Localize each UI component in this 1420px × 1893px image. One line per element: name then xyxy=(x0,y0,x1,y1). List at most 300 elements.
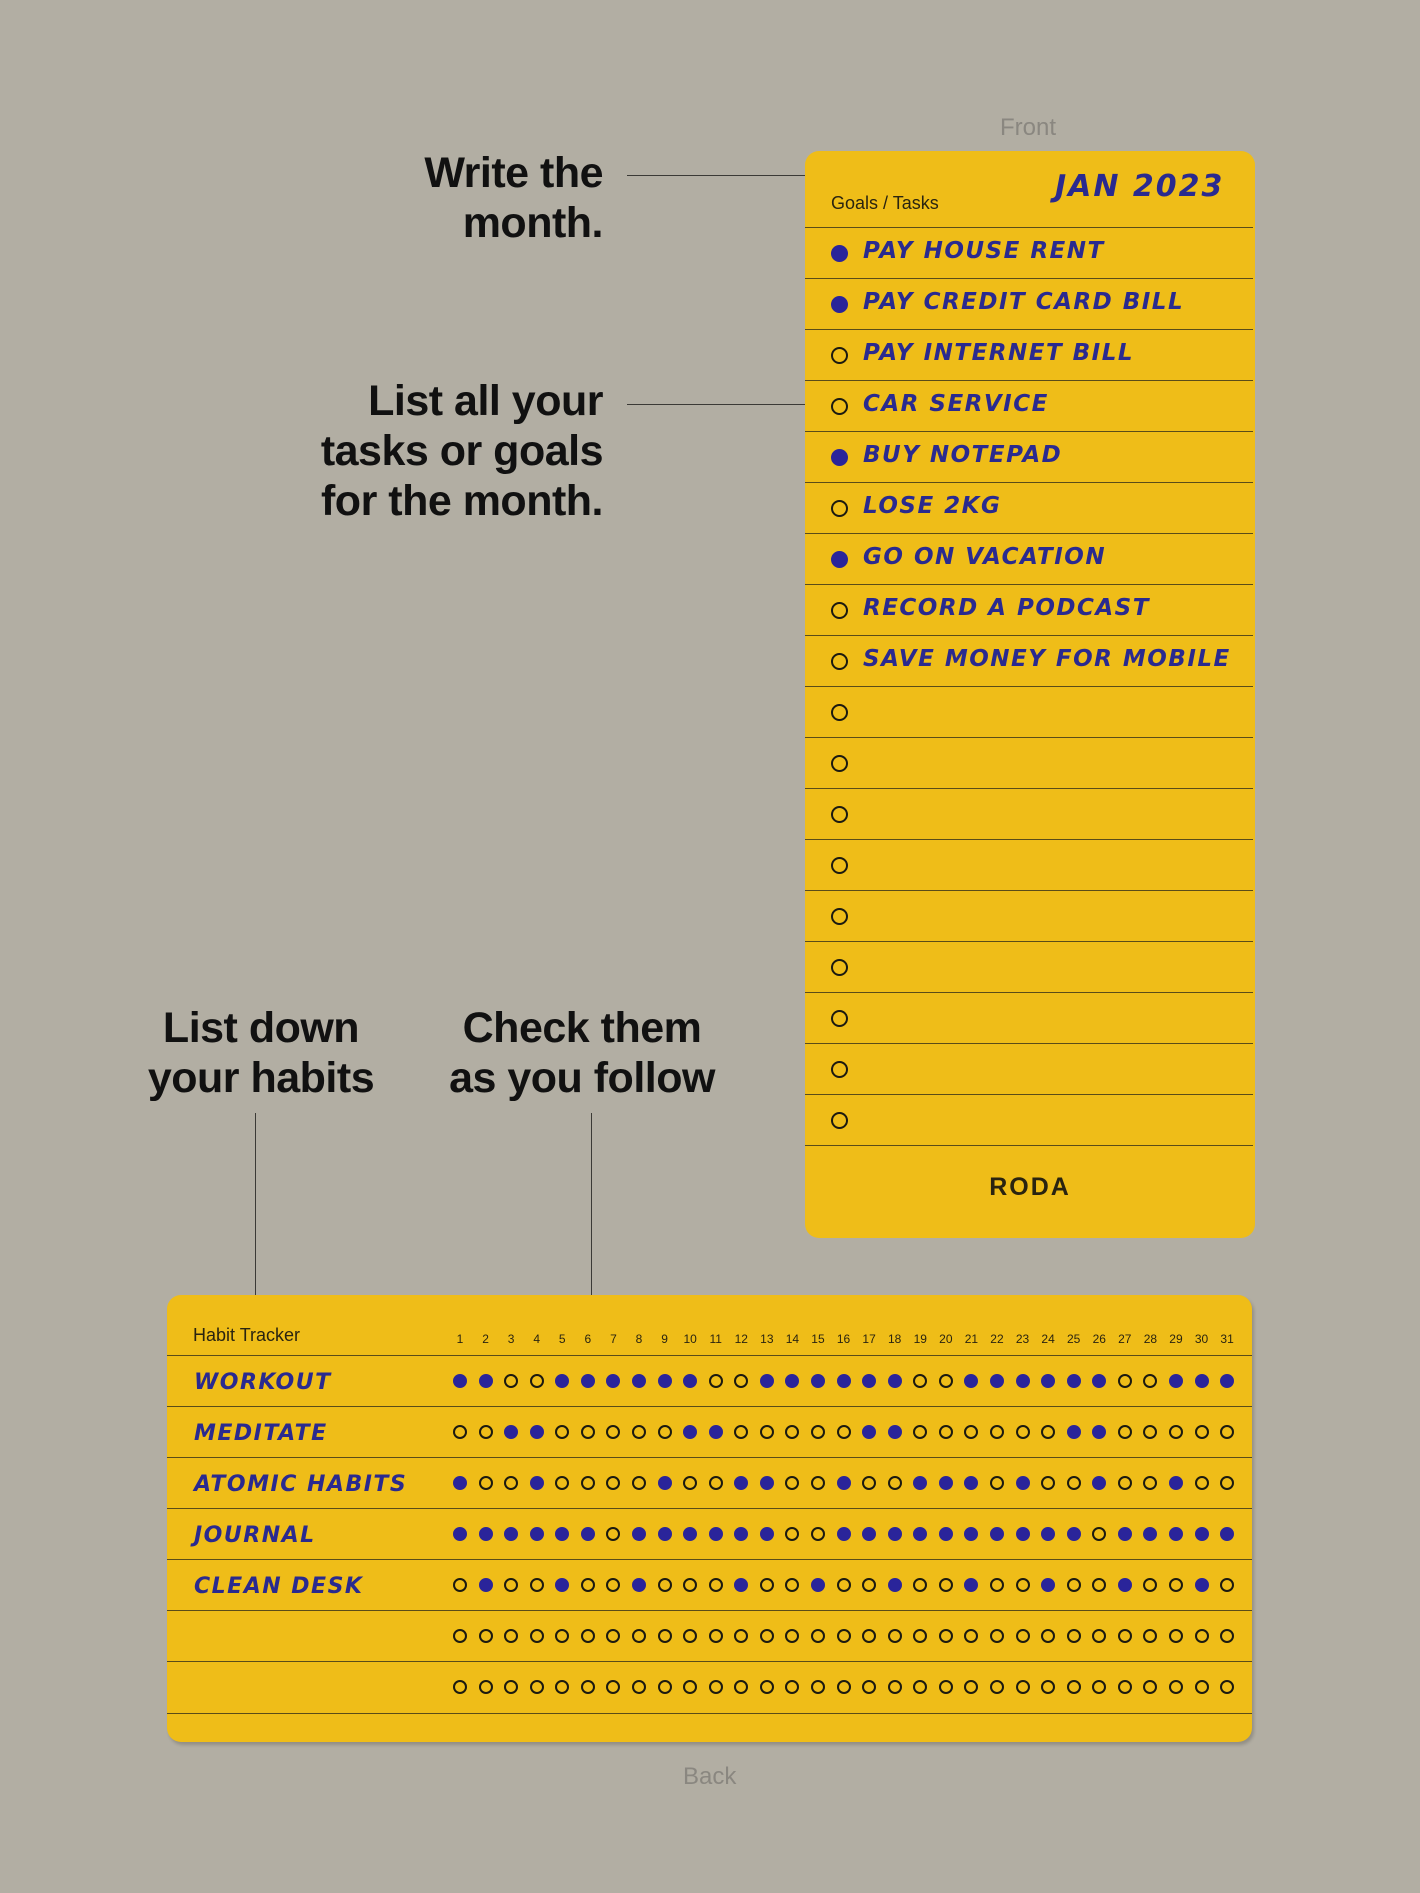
habit-check-icon[interactable] xyxy=(1092,1629,1106,1643)
habit-row xyxy=(167,1355,1252,1407)
habit-check-icon[interactable] xyxy=(734,1578,748,1592)
habit-check-icon[interactable] xyxy=(862,1629,876,1643)
day-number: 17 xyxy=(862,1332,876,1346)
habit-check-icon[interactable] xyxy=(1041,1425,1055,1439)
habit-check-icon[interactable] xyxy=(837,1476,851,1490)
habit-check-icon[interactable] xyxy=(1169,1374,1183,1388)
task-checkbox-icon[interactable] xyxy=(831,296,848,313)
habit-check-icon[interactable] xyxy=(1118,1527,1132,1541)
habit-row xyxy=(167,1406,1252,1458)
habit-check-icon[interactable] xyxy=(964,1425,978,1439)
habit-check-icon[interactable] xyxy=(1220,1629,1234,1643)
brand-logo: RODA xyxy=(989,1173,1071,1201)
habit-check-icon[interactable] xyxy=(837,1374,851,1388)
callout-connector xyxy=(591,1113,592,1310)
habit-check-icon[interactable] xyxy=(658,1578,672,1592)
habit-check-icon[interactable] xyxy=(683,1374,697,1388)
callout-line: Check them xyxy=(462,1004,702,1052)
habit-check-icon[interactable] xyxy=(555,1578,569,1592)
habit-check-icon[interactable] xyxy=(683,1527,697,1541)
habit-check-icon[interactable] xyxy=(1067,1527,1081,1541)
task-text[interactable]: PAY CREDIT CARD BILL xyxy=(863,289,1185,315)
task-text[interactable]: GO ON VACATION xyxy=(863,544,1107,570)
habit-check-icon[interactable] xyxy=(1143,1527,1157,1541)
task-text[interactable]: BUY NOTEPAD xyxy=(863,442,1063,468)
habit-tracker-label: Habit Tracker xyxy=(193,1325,301,1345)
habit-check-icon[interactable] xyxy=(1220,1425,1234,1439)
task-checkbox-icon[interactable] xyxy=(831,347,848,364)
habit-check-icon[interactable] xyxy=(990,1578,1004,1592)
habit-check-icon[interactable] xyxy=(683,1476,697,1490)
habit-check-icon[interactable] xyxy=(1092,1425,1106,1439)
task-checkbox-icon[interactable] xyxy=(831,755,848,772)
habit-check-icon[interactable] xyxy=(837,1527,851,1541)
habit-check-icon[interactable] xyxy=(1067,1578,1081,1592)
habit-check-icon[interactable] xyxy=(760,1629,774,1643)
habit-check-icon[interactable] xyxy=(862,1578,876,1592)
habit-check-icon[interactable] xyxy=(939,1578,953,1592)
habit-check-icon[interactable] xyxy=(530,1374,544,1388)
habit-check-icon[interactable] xyxy=(964,1578,978,1592)
task-row[interactable] xyxy=(805,686,1253,738)
habit-check-icon[interactable] xyxy=(453,1527,467,1541)
callout-connector xyxy=(255,1113,256,1310)
habit-check-icon[interactable] xyxy=(1143,1578,1157,1592)
habit-check-icon[interactable] xyxy=(632,1425,646,1439)
task-text[interactable]: PAY INTERNET BILL xyxy=(863,340,1135,366)
habit-check-icon[interactable] xyxy=(1067,1425,1081,1439)
habit-check-icon[interactable] xyxy=(1169,1425,1183,1439)
task-text[interactable]: PAY HOUSE RENT xyxy=(863,238,1105,264)
habit-check-icon[interactable] xyxy=(990,1680,1004,1694)
task-row[interactable] xyxy=(805,533,1253,585)
habit-check-icon[interactable] xyxy=(1118,1476,1132,1490)
habit-check-icon[interactable] xyxy=(1016,1629,1030,1643)
habit-check-icon[interactable] xyxy=(606,1629,620,1643)
habit-check-icon[interactable] xyxy=(785,1680,799,1694)
task-checkbox-icon[interactable] xyxy=(831,1112,848,1129)
task-checkbox-icon[interactable] xyxy=(831,500,848,517)
habit-check-icon[interactable] xyxy=(760,1374,774,1388)
habit-check-icon[interactable] xyxy=(504,1578,518,1592)
task-text[interactable]: CAR SERVICE xyxy=(863,391,1049,417)
habit-check-icon[interactable] xyxy=(939,1476,953,1490)
habit-check-icon[interactable] xyxy=(1220,1527,1234,1541)
habit-check-icon[interactable] xyxy=(1195,1578,1209,1592)
habit-check-icon[interactable] xyxy=(913,1527,927,1541)
habit-check-icon[interactable] xyxy=(811,1374,825,1388)
task-checkbox-icon[interactable] xyxy=(831,857,848,874)
habit-check-icon[interactable] xyxy=(1016,1680,1030,1694)
habit-check-icon[interactable] xyxy=(888,1374,902,1388)
habit-check-icon[interactable] xyxy=(913,1578,927,1592)
habit-check-icon[interactable] xyxy=(606,1680,620,1694)
habit-check-icon[interactable] xyxy=(1016,1476,1030,1490)
habit-check-icon[interactable] xyxy=(1016,1578,1030,1592)
habit-check-icon[interactable] xyxy=(785,1425,799,1439)
habit-check-icon[interactable] xyxy=(453,1425,467,1439)
habit-check-icon[interactable] xyxy=(683,1629,697,1643)
habit-check-icon[interactable] xyxy=(606,1527,620,1541)
habit-check-icon[interactable] xyxy=(811,1680,825,1694)
habit-check-icon[interactable] xyxy=(581,1425,595,1439)
task-row[interactable] xyxy=(805,431,1253,483)
habit-check-icon[interactable] xyxy=(658,1425,672,1439)
habit-check-icon[interactable] xyxy=(1067,1374,1081,1388)
habit-check-icon[interactable] xyxy=(785,1476,799,1490)
habit-check-icon[interactable] xyxy=(888,1425,902,1439)
habit-check-icon[interactable] xyxy=(479,1425,493,1439)
habit-check-icon[interactable] xyxy=(1143,1476,1157,1490)
task-row[interactable] xyxy=(805,584,1253,636)
habit-check-icon[interactable] xyxy=(709,1680,723,1694)
task-row[interactable] xyxy=(805,890,1253,942)
habit-check-icon[interactable] xyxy=(811,1425,825,1439)
habit-check-icon[interactable] xyxy=(760,1578,774,1592)
habit-check-icon[interactable] xyxy=(939,1425,953,1439)
habit-check-icon[interactable] xyxy=(1195,1476,1209,1490)
day-number: 26 xyxy=(1092,1332,1106,1346)
task-row[interactable] xyxy=(805,278,1253,330)
habit-row xyxy=(167,1457,1252,1509)
habit-check-icon[interactable] xyxy=(913,1425,927,1439)
task-checkbox-icon[interactable] xyxy=(831,398,848,415)
habit-check-icon[interactable] xyxy=(1067,1476,1081,1490)
habit-check-icon[interactable] xyxy=(888,1629,902,1643)
habit-check-icon[interactable] xyxy=(1016,1425,1030,1439)
habit-name[interactable]: JOURNAL xyxy=(194,1523,316,1548)
task-checkbox-icon[interactable] xyxy=(831,653,848,670)
task-checkbox-icon[interactable] xyxy=(831,1061,848,1078)
habit-check-icon[interactable] xyxy=(734,1629,748,1643)
day-number: 8 xyxy=(635,1332,643,1346)
back-caption: Back xyxy=(683,1763,737,1790)
habit-check-icon[interactable] xyxy=(504,1680,518,1694)
habit-check-icon[interactable] xyxy=(1169,1578,1183,1592)
habit-check-icon[interactable] xyxy=(837,1680,851,1694)
task-row[interactable] xyxy=(805,941,1253,993)
habit-check-icon[interactable] xyxy=(1118,1629,1132,1643)
habit-check-icon[interactable] xyxy=(1092,1680,1106,1694)
habit-check-icon[interactable] xyxy=(939,1629,953,1643)
habit-check-icon[interactable] xyxy=(709,1425,723,1439)
habit-check-icon[interactable] xyxy=(862,1527,876,1541)
habit-check-icon[interactable] xyxy=(479,1527,493,1541)
habit-check-icon[interactable] xyxy=(555,1680,569,1694)
task-checkbox-icon[interactable] xyxy=(831,806,848,823)
task-checkbox-icon[interactable] xyxy=(831,1010,848,1027)
day-number: 24 xyxy=(1041,1332,1055,1346)
habit-check-icon[interactable] xyxy=(888,1680,902,1694)
habit-check-icon[interactable] xyxy=(1195,1680,1209,1694)
habit-check-icon[interactable] xyxy=(555,1629,569,1643)
habit-check-icon[interactable] xyxy=(530,1629,544,1643)
habit-check-icon[interactable] xyxy=(1041,1680,1055,1694)
habit-check-icon[interactable] xyxy=(1143,1680,1157,1694)
habit-check-icon[interactable] xyxy=(530,1680,544,1694)
front-caption: Front xyxy=(1000,114,1057,141)
habit-check-icon[interactable] xyxy=(785,1578,799,1592)
habit-check-icon[interactable] xyxy=(555,1425,569,1439)
habit-check-icon[interactable] xyxy=(581,1374,595,1388)
habit-check-icon[interactable] xyxy=(1092,1476,1106,1490)
callout-line: List all your xyxy=(368,377,603,425)
habit-check-icon[interactable] xyxy=(990,1527,1004,1541)
habit-check-icon[interactable] xyxy=(1143,1629,1157,1643)
habit-check-icon[interactable] xyxy=(913,1476,927,1490)
habit-check-icon[interactable] xyxy=(888,1578,902,1592)
habit-check-icon[interactable] xyxy=(709,1374,723,1388)
habit-check-icon[interactable] xyxy=(837,1425,851,1439)
habit-check-icon[interactable] xyxy=(939,1374,953,1388)
habit-check-icon[interactable] xyxy=(555,1476,569,1490)
task-row[interactable] xyxy=(805,1094,1253,1146)
task-row[interactable] xyxy=(805,992,1253,1044)
habit-check-icon[interactable] xyxy=(760,1476,774,1490)
day-number: 18 xyxy=(888,1332,902,1346)
day-number: 9 xyxy=(661,1332,668,1346)
habit-check-icon[interactable] xyxy=(1041,1374,1055,1388)
habit-check-icon[interactable] xyxy=(1195,1629,1209,1643)
habit-check-icon[interactable] xyxy=(658,1374,672,1388)
habit-check-icon[interactable] xyxy=(1195,1425,1209,1439)
habit-check-icon[interactable] xyxy=(837,1629,851,1643)
habit-check-icon[interactable] xyxy=(760,1527,774,1541)
habit-check-icon[interactable] xyxy=(734,1374,748,1388)
habit-check-icon[interactable] xyxy=(555,1527,569,1541)
habit-check-icon[interactable] xyxy=(606,1578,620,1592)
habit-check-icon[interactable] xyxy=(683,1578,697,1592)
task-row[interactable] xyxy=(805,635,1253,687)
habit-check-icon[interactable] xyxy=(1067,1629,1081,1643)
habit-check-icon[interactable] xyxy=(683,1425,697,1439)
callout-line: tasks or goals xyxy=(320,427,603,475)
habit-check-icon[interactable] xyxy=(1169,1527,1183,1541)
habit-check-icon[interactable] xyxy=(504,1476,518,1490)
habit-check-icon[interactable] xyxy=(606,1476,620,1490)
habit-check-icon[interactable] xyxy=(760,1425,774,1439)
task-checkbox-icon[interactable] xyxy=(831,449,848,466)
task-row[interactable] xyxy=(805,737,1253,789)
habit-check-icon[interactable] xyxy=(1195,1527,1209,1541)
habit-check-icon[interactable] xyxy=(581,1476,595,1490)
habit-check-icon[interactable] xyxy=(1220,1374,1234,1388)
habit-check-icon[interactable] xyxy=(530,1476,544,1490)
habit-check-icon[interactable] xyxy=(734,1425,748,1439)
callout-line: for the month. xyxy=(320,477,603,525)
habit-check-icon[interactable] xyxy=(862,1425,876,1439)
habit-check-icon[interactable] xyxy=(1118,1425,1132,1439)
habit-check-icon[interactable] xyxy=(1016,1527,1030,1541)
habit-check-icon[interactable] xyxy=(453,1578,467,1592)
habit-check-icon[interactable] xyxy=(964,1476,978,1490)
habit-check-icon[interactable] xyxy=(990,1374,1004,1388)
habit-check-icon[interactable] xyxy=(479,1374,493,1388)
habit-check-icon[interactable] xyxy=(1118,1374,1132,1388)
habit-check-icon[interactable] xyxy=(888,1476,902,1490)
habit-check-icon[interactable] xyxy=(990,1476,1004,1490)
habit-name[interactable]: CLEAN DESK xyxy=(194,1574,364,1599)
habit-check-icon[interactable] xyxy=(683,1680,697,1694)
habit-check-icon[interactable] xyxy=(1041,1578,1055,1592)
habit-check-icon[interactable] xyxy=(1041,1476,1055,1490)
task-text[interactable]: SAVE MONEY FOR MOBILE xyxy=(863,646,1231,672)
task-checkbox-icon[interactable] xyxy=(831,602,848,619)
habit-check-icon[interactable] xyxy=(1169,1629,1183,1643)
task-text[interactable]: LOSE 2KG xyxy=(863,493,1002,519)
day-number: 21 xyxy=(964,1332,979,1346)
habit-check-icon[interactable] xyxy=(658,1527,672,1541)
habit-check-icon[interactable] xyxy=(581,1680,595,1694)
habit-check-icon[interactable] xyxy=(862,1680,876,1694)
habit-check-icon[interactable] xyxy=(479,1680,493,1694)
habit-check-icon[interactable] xyxy=(760,1680,774,1694)
habit-check-icon[interactable] xyxy=(479,1629,493,1643)
habit-check-icon[interactable] xyxy=(453,1476,467,1490)
habit-check-icon[interactable] xyxy=(785,1527,799,1541)
day-number: 12 xyxy=(734,1332,748,1346)
habit-check-icon[interactable] xyxy=(939,1680,953,1694)
habit-check-icon[interactable] xyxy=(453,1629,467,1643)
habit-name[interactable]: MEDITATE xyxy=(194,1421,328,1446)
habit-check-icon[interactable] xyxy=(734,1527,748,1541)
task-row[interactable] xyxy=(805,482,1253,534)
task-checkbox-icon[interactable] xyxy=(831,704,848,721)
task-row[interactable] xyxy=(805,839,1253,891)
task-checkbox-icon[interactable] xyxy=(831,908,848,925)
habit-check-icon[interactable] xyxy=(1143,1374,1157,1388)
habit-check-icon[interactable] xyxy=(504,1527,518,1541)
task-list-end-rule xyxy=(805,1145,1253,1146)
habit-check-icon[interactable] xyxy=(504,1425,518,1439)
habit-check-icon[interactable] xyxy=(453,1374,467,1388)
habit-check-icon[interactable] xyxy=(1041,1629,1055,1643)
habit-check-icon[interactable] xyxy=(990,1425,1004,1439)
callout-connector xyxy=(627,175,824,176)
day-number: 25 xyxy=(1066,1332,1081,1346)
habit-check-icon[interactable] xyxy=(837,1578,851,1592)
habit-check-icon[interactable] xyxy=(811,1578,825,1592)
habit-check-icon[interactable] xyxy=(1016,1374,1030,1388)
day-number: 22 xyxy=(990,1332,1004,1346)
habit-check-icon[interactable] xyxy=(606,1425,620,1439)
habit-name[interactable]: ATOMIC HABITS xyxy=(194,1472,408,1497)
habit-check-icon[interactable] xyxy=(1118,1578,1132,1592)
habit-check-icon[interactable] xyxy=(632,1629,646,1643)
habit-check-icon[interactable] xyxy=(1092,1527,1106,1541)
habit-check-icon[interactable] xyxy=(479,1578,493,1592)
habit-check-icon[interactable] xyxy=(709,1527,723,1541)
habit-check-icon[interactable] xyxy=(1092,1578,1106,1592)
habit-check-icon[interactable] xyxy=(913,1374,927,1388)
task-checkbox-icon[interactable] xyxy=(831,959,848,976)
habit-check-icon[interactable] xyxy=(530,1425,544,1439)
habit-check-icon[interactable] xyxy=(709,1476,723,1490)
day-number: 13 xyxy=(760,1332,774,1346)
task-checkbox-icon[interactable] xyxy=(831,245,848,262)
habit-check-icon[interactable] xyxy=(785,1374,799,1388)
habit-check-icon[interactable] xyxy=(453,1680,467,1694)
habit-check-icon[interactable] xyxy=(1169,1680,1183,1694)
habit-check-icon[interactable] xyxy=(504,1629,518,1643)
day-number: 16 xyxy=(836,1332,851,1346)
task-row[interactable] xyxy=(805,1043,1253,1095)
habit-name[interactable]: WORKOUT xyxy=(194,1370,332,1395)
habit-check-icon[interactable] xyxy=(964,1527,978,1541)
habit-check-icon[interactable] xyxy=(658,1476,672,1490)
task-text[interactable]: RECORD A PODCAST xyxy=(863,595,1150,621)
habit-check-icon[interactable] xyxy=(811,1629,825,1643)
habit-check-icon[interactable] xyxy=(964,1680,978,1694)
habit-check-icon[interactable] xyxy=(530,1527,544,1541)
habit-check-icon[interactable] xyxy=(632,1578,646,1592)
habit-check-icon[interactable] xyxy=(1220,1476,1234,1490)
habit-check-icon[interactable] xyxy=(1195,1374,1209,1388)
habit-check-icon[interactable] xyxy=(913,1680,927,1694)
day-number: 11 xyxy=(709,1332,722,1346)
habit-check-icon[interactable] xyxy=(504,1374,518,1388)
habit-check-icon[interactable] xyxy=(709,1629,723,1643)
habit-check-icon[interactable] xyxy=(632,1476,646,1490)
task-row[interactable] xyxy=(805,227,1253,279)
habit-check-icon[interactable] xyxy=(964,1374,978,1388)
habit-check-icon[interactable] xyxy=(964,1629,978,1643)
habit-check-icon[interactable] xyxy=(862,1476,876,1490)
habit-check-icon[interactable] xyxy=(1143,1425,1157,1439)
task-checkbox-icon[interactable] xyxy=(831,551,848,568)
habit-check-icon[interactable] xyxy=(581,1527,595,1541)
habit-check-icon[interactable] xyxy=(1220,1578,1234,1592)
habit-check-icon[interactable] xyxy=(658,1629,672,1643)
task-row[interactable] xyxy=(805,788,1253,840)
habit-check-icon[interactable] xyxy=(939,1527,953,1541)
task-row[interactable] xyxy=(805,380,1253,432)
habit-check-icon[interactable] xyxy=(530,1578,544,1592)
habit-check-icon[interactable] xyxy=(479,1476,493,1490)
habit-check-icon[interactable] xyxy=(888,1527,902,1541)
task-row[interactable] xyxy=(805,329,1253,381)
habit-check-icon[interactable] xyxy=(658,1680,672,1694)
habit-check-icon[interactable] xyxy=(632,1374,646,1388)
habit-check-icon[interactable] xyxy=(581,1629,595,1643)
habit-check-icon[interactable] xyxy=(1041,1527,1055,1541)
habit-check-icon[interactable] xyxy=(1169,1476,1183,1490)
habit-check-icon[interactable] xyxy=(555,1374,569,1388)
callout-line: month. xyxy=(462,199,603,247)
habit-check-icon[interactable] xyxy=(1092,1374,1106,1388)
day-number: 6 xyxy=(584,1332,592,1346)
callout-line: as you follow xyxy=(449,1054,715,1102)
habit-check-icon[interactable] xyxy=(734,1680,748,1694)
habit-check-icon[interactable] xyxy=(1118,1680,1132,1694)
habit-check-icon[interactable] xyxy=(606,1374,620,1388)
habit-check-icon[interactable] xyxy=(811,1476,825,1490)
habit-check-icon[interactable] xyxy=(913,1629,927,1643)
habit-check-icon[interactable] xyxy=(811,1527,825,1541)
habit-check-icon[interactable] xyxy=(632,1680,646,1694)
habit-check-icon[interactable] xyxy=(1220,1680,1234,1694)
day-number: 19 xyxy=(913,1332,927,1346)
habit-check-icon[interactable] xyxy=(632,1527,646,1541)
habit-check-icon[interactable] xyxy=(581,1578,595,1592)
habit-check-icon[interactable] xyxy=(1067,1680,1081,1694)
habit-check-icon[interactable] xyxy=(990,1629,1004,1643)
month-field[interactable]: JAN 2023 xyxy=(1055,169,1225,204)
habit-check-icon[interactable] xyxy=(709,1578,723,1592)
habit-check-icon[interactable] xyxy=(785,1629,799,1643)
habit-check-icon[interactable] xyxy=(734,1476,748,1490)
habit-check-icon[interactable] xyxy=(862,1374,876,1388)
